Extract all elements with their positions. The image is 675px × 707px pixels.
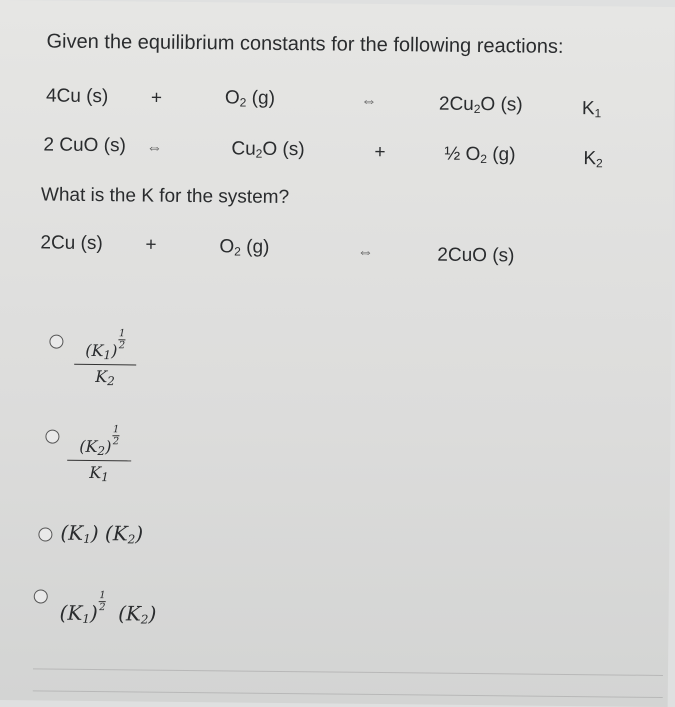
r2-product2: ½ $O_2$ (g): [444, 143, 516, 167]
r2-product1: $Cu_2O$ (s): [231, 138, 305, 161]
sys-reactant2: $O_2$ (g): [219, 236, 270, 259]
option-2-expression: $(K_2)\frac{1}{2}$ $K_1$: [67, 425, 132, 485]
r1-reactant2: $O_2$ (g): [224, 87, 276, 110]
question-prompt: What is the K for the system?: [40, 184, 290, 209]
option-4-expression: $(K_1)\frac{1}{2} (K_2)$: [59, 590, 157, 627]
option-3-expression: $(K_1)$ $(K_2)$: [60, 520, 144, 547]
divider: [33, 668, 663, 676]
option-1-expression: $(K_1)\frac{1}{2}$ $K_2$: [74, 329, 137, 389]
r1-product: $2Cu_2O$ (s): [438, 93, 523, 117]
r2-arrow: ⇔: [146, 139, 162, 157]
option-1-radio[interactable]: [49, 335, 63, 349]
sys-product: 2CuO (s): [437, 244, 515, 267]
r1-constant: $K_1$: [581, 98, 602, 121]
option-4-radio[interactable]: [34, 589, 48, 603]
sys-arrow: ⇔: [357, 243, 373, 261]
r1-plus: +: [150, 87, 163, 109]
r2-plus: +: [374, 141, 386, 164]
option-2-radio[interactable]: [45, 430, 59, 444]
sys-reactant1: 2Cu (s): [40, 232, 103, 255]
r2-reactant1: 2 CuO (s): [43, 134, 126, 157]
option-3-radio[interactable]: [38, 527, 52, 541]
divider: [33, 690, 663, 698]
sys-plus: +: [145, 234, 157, 256]
question-heading: Given the equilibrium constants for the following reactions:: [46, 30, 564, 58]
r1-arrow: ⇔: [360, 92, 377, 110]
r2-constant: $K_2$: [583, 148, 603, 171]
r1-reactant1: 4Cu (s): [45, 85, 109, 108]
